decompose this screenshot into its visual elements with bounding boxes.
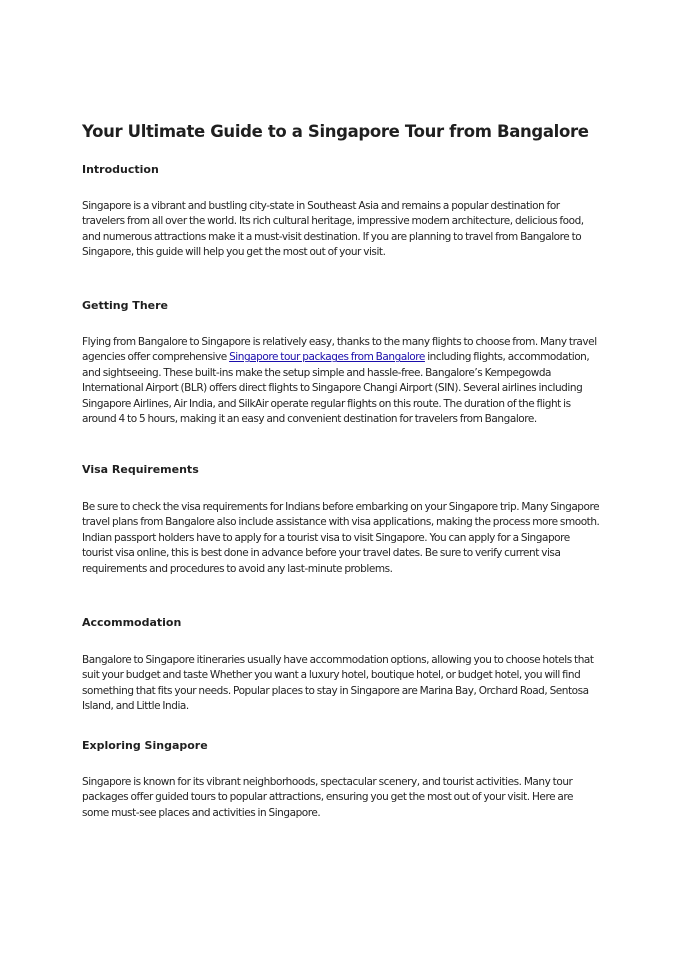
section-heading-visa: Visa Requirements bbox=[82, 463, 199, 476]
section-heading-accommodation: Accommodation bbox=[82, 616, 182, 629]
section-heading-introduction: Introduction bbox=[82, 163, 159, 176]
document-title: Your Ultimate Guide to a Singapore Tour from Bangalore bbox=[82, 122, 589, 141]
section-body-getting-there bbox=[82, 335, 600, 427]
section-heading-getting-there: Getting There bbox=[82, 299, 168, 312]
section-body-visa: Be sure to check the visa requirements for Indians before embarking on your Singapore trip. Many Singapore travel plans from Bangalore also include assistance with visa applications, making the process more smooth. Indian passport holders have to apply for a tourist visa to visit Singapore. You can apply for a Singapore tourist visa online, this is best done in advance before your travel dates. Be sure to verify current visa requirements and procedures to avoid any last-minute problems. bbox=[82, 501, 600, 575]
section-body-accommodation: Bangalore to Singapore itineraries usually have accommodation options, allowing you to choose hotels that suit your budget and taste Whether you want a luxury hotel, boutique hotel, or budget hotel, you will find something that fits your needs. Popular places to stay in Singapore are Marina Bay, Orchard Road, Sentosa Island, and Little India. bbox=[82, 654, 594, 713]
section-heading-exploring: Exploring Singapore bbox=[82, 739, 208, 752]
getting-there-text-after-link: including flights, accommodation, and sightseeing. These built-ins make the setup simple and hassle-free. Bangalore’s Kempegowda International Airport (BLR) offers direct flights to Singapore Changi Airport (SIN). Several airlines including Singapore Airlines, Air India, and SilkAir operate regular flights on this route. The duration of the flight is around 4 to 5 hours, making it an easy and convenient destination for travelers from Bangalore. bbox=[82, 351, 590, 426]
getting-there-text-before-link: Flying from Bangalore to Singapore is relatively easy, thanks to the many flights to choose from. Many travel agencies offer comprehensive bbox=[82, 336, 597, 364]
singapore-tour-packages-link[interactable]: Singapore tour packages from Bangalore bbox=[229, 351, 425, 364]
section-body-exploring: Singapore is known for its vibrant neighborhoods, spectacular scenery, and tourist activities. Many tour packages offer guided tours to popular attractions, ensuring you get the most out of your visit. Here are some must-see places and activities in Singapore. bbox=[82, 776, 574, 819]
section-body-introduction: Singapore is a vibrant and bustling city-state in Southeast Asia and remains a popular destination for travelers from all over the world. Its rich cultural heritage, impressive modern architecture, delicious food, and numerous attractions make it a must-visit destination. If you are planning to travel from Bangalore to Singapore, this guide will help you get the most out of your visit. bbox=[82, 200, 584, 259]
